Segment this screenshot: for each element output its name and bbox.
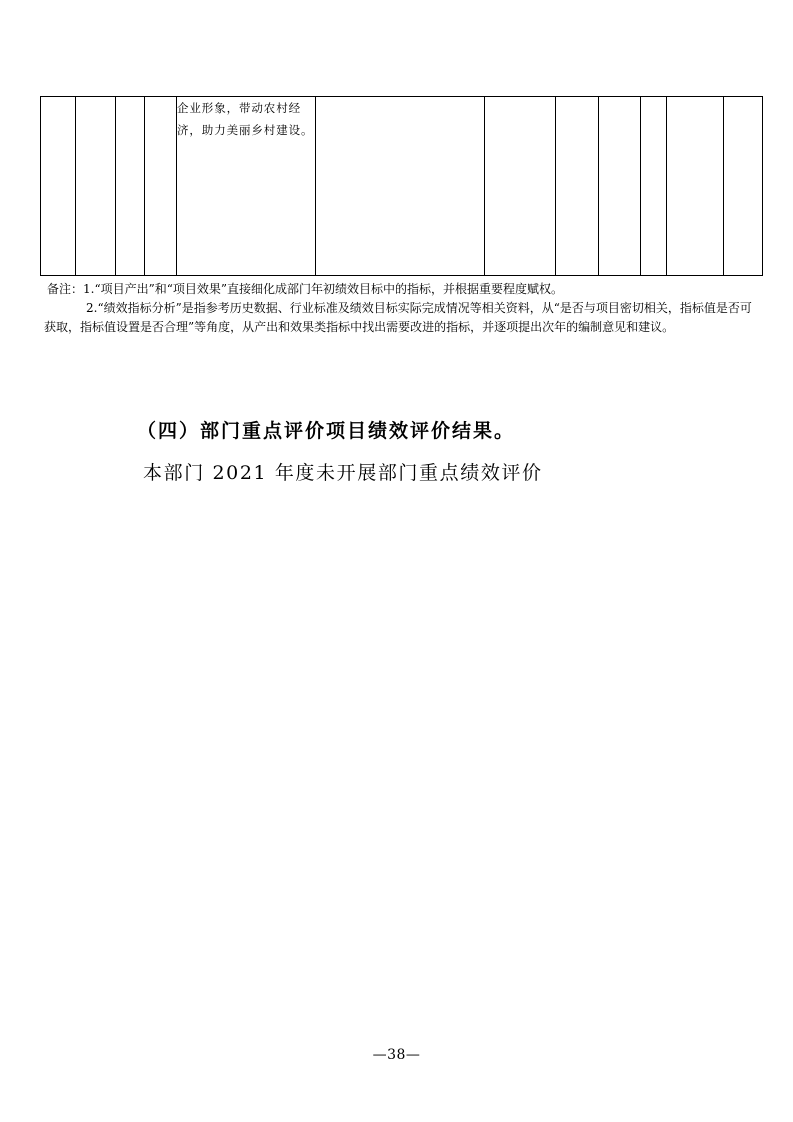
note-1: 备注：1.“项目产出”和“项目效果”直接细化成部门年初绩效目标中的指标，并根据重要程度赋权。 — [47, 282, 563, 296]
table-notes — [44, 280, 761, 337]
section-body-text: 本部门 2021 年度未开展部门重点绩效评价 — [143, 462, 543, 484]
table-cell — [599, 97, 641, 276]
table-cell — [667, 97, 724, 276]
table-cell — [316, 97, 485, 276]
table-cell — [485, 97, 556, 276]
table-cell — [76, 97, 116, 276]
page-number: —38— — [372, 1047, 421, 1063]
performance-table — [40, 96, 763, 276]
table-cell — [116, 97, 145, 276]
section-heading: （四）部门重点评价项目绩效评价结果。 — [137, 420, 516, 442]
table-cell-description: 企业形象，带动农村经济，助力美丽乡村建设。 — [177, 97, 316, 276]
note-2: 2.“绩效指标分析”是指参考历史数据、行业标准及绩效目标实际完成情况等相关资料，从“是否与项目密切相关，指标值是否可获取，指标值设置是否合理”等角度，从产出和效果类指标中找出需要改进的指标，并逐项提出次年的编制意见和建议。 — [44, 301, 752, 334]
table-cell — [641, 97, 667, 276]
table-row — [41, 97, 763, 276]
table-cell — [556, 97, 599, 276]
table-cell — [724, 97, 763, 276]
table-cell — [145, 97, 177, 276]
table-cell — [41, 97, 76, 276]
